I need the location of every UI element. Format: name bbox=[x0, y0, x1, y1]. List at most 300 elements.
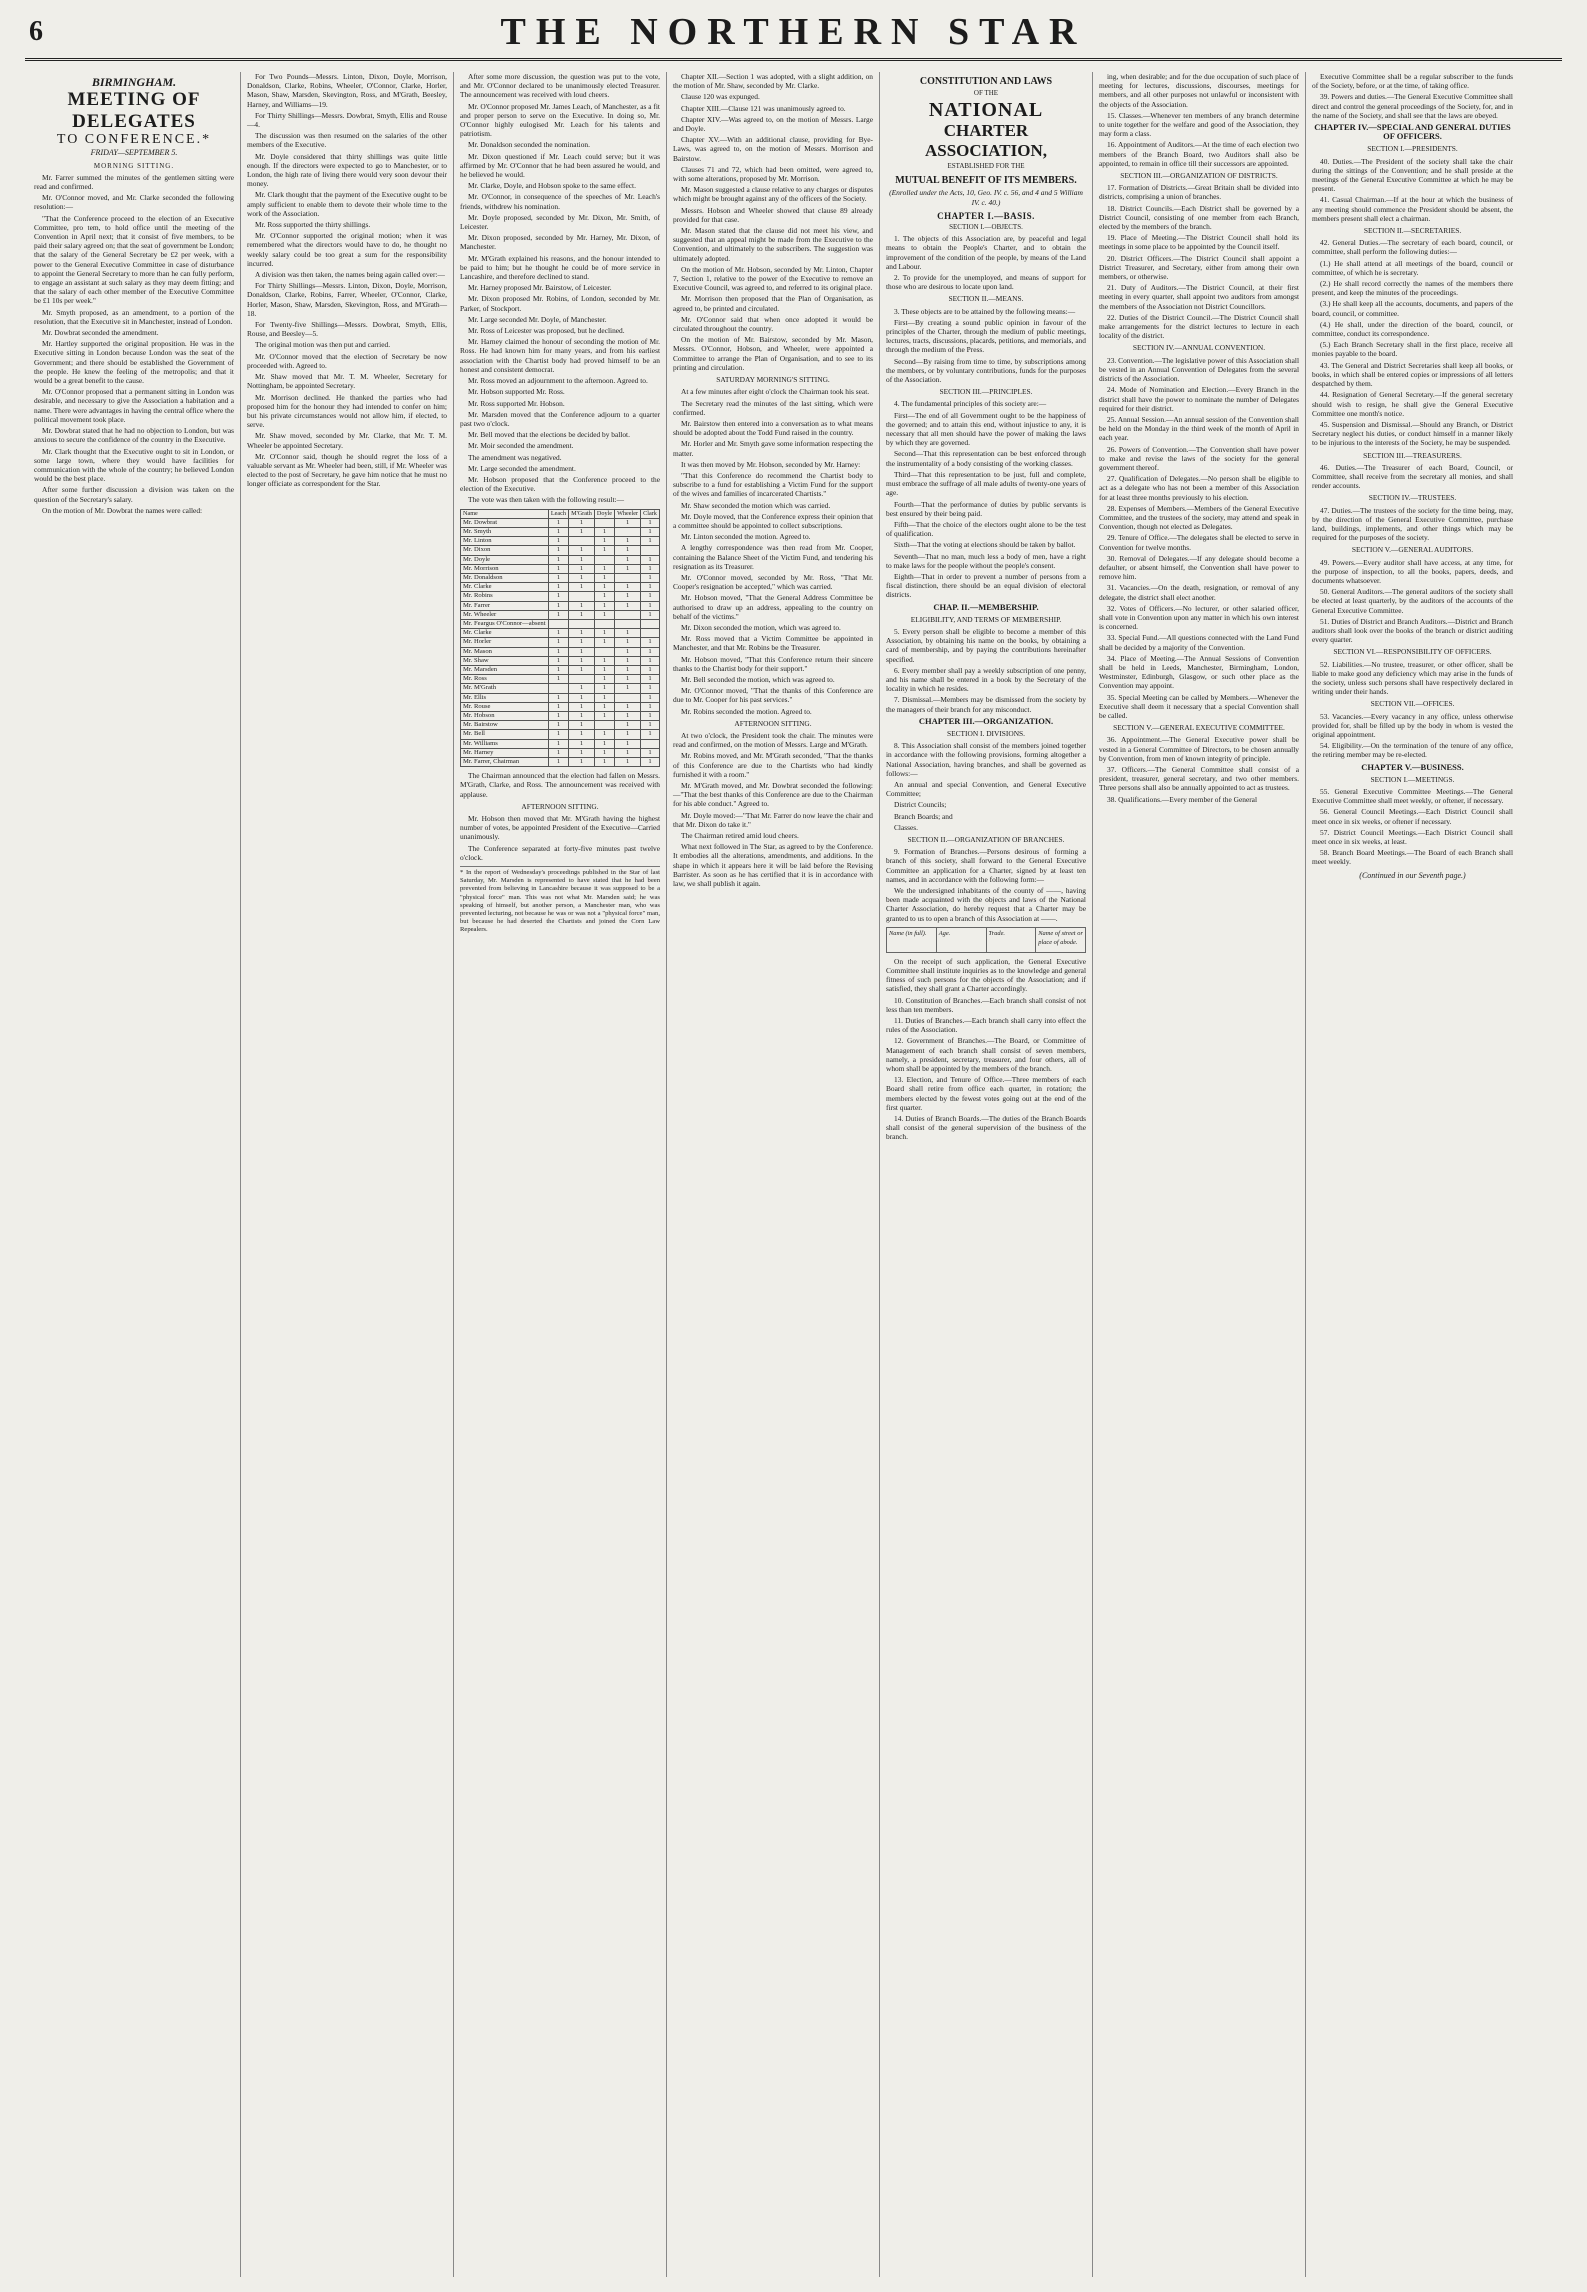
paragraph: 21. Duty of Auditors.—The District Council, at their first meeting in every quarter, shall appoint two auditors from amongst the members of the Association not District Councillors. bbox=[1099, 283, 1299, 311]
table-row bbox=[461, 656, 660, 665]
paragraph: A division was then taken, the names being again called over:— bbox=[255, 270, 445, 280]
paragraph: Chapter XIV.—Was agreed to, on the motion of Messrs. Large and Doyle. bbox=[673, 114, 873, 134]
paragraph: The amendment was negatived. bbox=[468, 452, 562, 462]
paragraph: Mr. O'Connor, in consequence of the speeches of Mr. Leach's friends, withdrew his nomination. bbox=[460, 192, 660, 211]
vote-cell: 1 bbox=[569, 693, 595, 702]
paragraph: Mr. Robins moved, and Mr. M'Grath seconded, "That the thanks of this Conference are due to the Chartists who had kindly furnished it with a room." bbox=[673, 751, 873, 779]
paragraph: 17. Formation of Districts.—Great Britain shall be divided into districts, comprising a union of branches. bbox=[1099, 183, 1299, 202]
paragraph: Eighth—That in order to prevent a number of persons from a fiscal distinction, there should be an equal division of electoral districts. bbox=[886, 571, 1086, 600]
constitution-title-5: ESTABLISHED FOR THE bbox=[947, 162, 1025, 171]
paragraph: For Thirty Shillings—Messrs. Linton, Dixon, Doyle, Morrison, Donaldson, Clarke, Robins, Farrer, Wheeler, O'Connor, Clarke, Horler, Mason, Shaw, Marsden, Skevington, Ross, and M'Grath—18. bbox=[247, 281, 447, 318]
vote-table-column-header: Wheeler bbox=[615, 509, 641, 518]
paragraph: First—The end of all Government ought to be the happiness of the governed; and to attain this end, without injustice to any, it is necessary that all men should have the power of making the laws by which they are governed. bbox=[886, 410, 1086, 448]
vote-cell: 1 bbox=[615, 537, 641, 546]
vote-cell: 1 bbox=[548, 702, 568, 711]
paragraph: 8. This Association shall consist of the members joined together in accordance with the following provisions, forming altogether a National Association, having branches, and shall be governed as follows:— bbox=[886, 741, 1086, 778]
vote-cell: 1 bbox=[641, 712, 660, 721]
delegate-name: Mr. Farrer bbox=[461, 601, 549, 610]
vote-cell: 1 bbox=[594, 564, 614, 573]
table-row bbox=[461, 675, 660, 684]
paragraph: Mr. Doyle moved:—"That Mr. Farrer do now leave the chair and that Mr. Dixon do take it." bbox=[673, 810, 873, 829]
table-row bbox=[461, 702, 660, 711]
paragraph: Mr. Ross of Leicester was proposed, but he declined. bbox=[468, 326, 625, 336]
delegate-name: Mr. Morrison bbox=[461, 564, 549, 573]
vote-cell: 1 bbox=[548, 748, 568, 757]
paragraph: 33. Special Fund.—All questions connected with the Land Fund shall be decided by a majority of the Convention. bbox=[1099, 633, 1299, 652]
vote-cell bbox=[641, 629, 660, 638]
paragraph: Second—That this representation can be best enforced through the instrumentality of a body consisting of the working classes. bbox=[886, 449, 1086, 468]
section-heading: CHAPTER IV.—SPECIAL AND GENERAL DUTIES OF OFFICERS. bbox=[1314, 122, 1511, 142]
vote-cell: 1 bbox=[569, 555, 595, 564]
vote-cell bbox=[594, 619, 614, 628]
section-heading: SECTION I.—PRESIDENTS. bbox=[1367, 144, 1458, 154]
vote-cell: 1 bbox=[594, 546, 614, 555]
vote-cell: 1 bbox=[641, 573, 660, 582]
paragraph: Mr. M'Grath moved, and Mr. Dowbrat seconded the following:—"That the best thanks of this Conference are due to the Chairman for his able conduct." Agreed to. bbox=[673, 781, 873, 809]
vote-cell: 1 bbox=[615, 555, 641, 564]
vote-cell: 1 bbox=[569, 583, 595, 592]
paragraph: Mr. O'Connor moved, seconded by Mr. Ross, "That Mr. Cooper's resignation be accepted," which was carried. bbox=[673, 572, 873, 592]
section-heading: SECTION V.—GENERAL EXECUTIVE COMMITTEE. bbox=[1113, 723, 1285, 733]
vote-cell bbox=[569, 592, 595, 601]
paragraph: Mr. Hobson supported Mr. Ross. bbox=[468, 387, 565, 397]
table-row bbox=[461, 712, 660, 721]
vote-cell: 1 bbox=[594, 592, 614, 601]
paragraph: Mr. O'Connor proposed Mr. James Leach, of Manchester, as a fit and proper person to serve on the Executive. In doing so, Mr. O'Connor highly eulogised Mr. Leach for his talents and patriotism. bbox=[460, 101, 660, 139]
constitution-title-4: CHARTER ASSOCIATION, bbox=[924, 121, 1048, 161]
vote-cell bbox=[569, 675, 595, 684]
delegate-name: Mr. Donaldson bbox=[461, 573, 549, 582]
vote-cell: 1 bbox=[615, 518, 641, 527]
column-6 bbox=[1093, 72, 1306, 2277]
vote-cell: 1 bbox=[548, 555, 568, 564]
paragraph: 15. Classes.—Whenever ten members of any branch determine to unite together for the welfare and good of the Association, they may form a class. bbox=[1099, 110, 1299, 139]
vote-cell: 1 bbox=[569, 638, 595, 647]
paragraph: 13. Election, and Tenure of Office.—Three members of each Board shall retire from office each quarter, in rotation; the members elected by the fewest votes going out at the end of the first quarter. bbox=[886, 1075, 1086, 1112]
paragraph: (2.) He shall record correctly the names of the members there present, and keep the minutes of the proceedings. bbox=[1312, 279, 1513, 298]
section-heading: CHAPTER V.—BUSINESS. bbox=[1361, 761, 1464, 772]
delegate-name: Mr. Bell bbox=[461, 730, 549, 739]
vote-cell: 1 bbox=[569, 739, 595, 748]
paragraph: Mr. Doyle considered that thirty shillings was quite little enough. If the directors were expected to go to Manchester, or to London, the high rate of living there would very soon devour their money. bbox=[247, 151, 447, 189]
section-heading: SECTION V.—GENERAL AUDITORS. bbox=[1351, 545, 1474, 555]
vote-cell: 1 bbox=[615, 656, 641, 665]
article-day: FRIDAY—SEPTEMBER 5. bbox=[90, 148, 178, 158]
paragraph: The original motion was then put and carried. bbox=[255, 340, 391, 350]
vote-cell: 1 bbox=[548, 610, 568, 619]
vote-cell: 1 bbox=[594, 656, 614, 665]
vote-cell: 1 bbox=[641, 555, 660, 564]
vote-cell: 1 bbox=[615, 675, 641, 684]
section-heading: SECTION IV.—TRUSTEES. bbox=[1368, 493, 1457, 503]
delegate-name: Mr. Hobson bbox=[461, 712, 549, 721]
vote-cell: 1 bbox=[641, 693, 660, 702]
table-row bbox=[461, 665, 660, 674]
masthead bbox=[25, 6, 1562, 61]
vote-cell: 1 bbox=[641, 601, 660, 610]
paragraph: Classes. bbox=[894, 822, 919, 832]
vote-cell: 1 bbox=[548, 573, 568, 582]
delegate-name: Mr. Wheeler bbox=[461, 610, 549, 619]
paragraph: At two o'clock, the President took the chair. The minutes were read and confirmed, on the motion of Messrs. Large and M'Grath. bbox=[673, 731, 873, 750]
paragraph: Mr. Ross supported Mr. Hobson. bbox=[468, 398, 565, 408]
vote-cell: 1 bbox=[615, 629, 641, 638]
delegate-name: Mr. Farrer, Chairman bbox=[461, 758, 549, 767]
constitution-enrolled: (Enrolled under the Acts, 10, Geo. IV. c. 56, and 4 and 5 William IV. c. 40.) bbox=[889, 188, 1083, 207]
paragraph: Mr. Hobson moved, "That the General Address Committee be authorised to draw up an address, appealing to the country on behalf of the victims." bbox=[673, 593, 873, 621]
vote-cell: 1 bbox=[548, 592, 568, 601]
paragraph: The vote was then taken with the following result:— bbox=[468, 495, 624, 505]
table-row bbox=[461, 537, 660, 546]
vote-cell: 1 bbox=[615, 748, 641, 757]
vote-cell: 1 bbox=[548, 656, 568, 665]
delegate-name: Mr. Bairstow bbox=[461, 721, 549, 730]
paragraph: Mr. O'Connor moved that the election of Secretary be now proceeded with. Agreed to. bbox=[247, 351, 447, 370]
section-heading: SECTION II.—ORGANIZATION OF BRANCHES. bbox=[907, 835, 1065, 844]
vote-cell: 1 bbox=[548, 546, 568, 555]
paragraph: Mr. Marsden moved that the Conference adjourn to a quarter past two o'clock. bbox=[460, 409, 660, 428]
table-row bbox=[461, 684, 660, 693]
paragraph: Mr. Ross supported the thirty shillings. bbox=[255, 220, 371, 230]
paragraph: Mr. Hobson moved, "That this Conference return their sincere thanks to the Chartist body for their support." bbox=[673, 654, 873, 673]
column-2 bbox=[241, 72, 454, 2277]
paragraph: 39. Powers and duties.—The General Executive Committee shall direct and control the general proceedings of the Society, for, and in the name of the Society, and shall see that the laws are obeyed. bbox=[1312, 92, 1513, 120]
section-heading: CHAP. II.—MEMBERSHIP. bbox=[933, 601, 1039, 612]
delegate-name: Mr. Doyle bbox=[461, 555, 549, 564]
paragraph: 5. Every person shall be eligible to become a member of this Association, by obtaining his name on the books, by obtaining a card of membership, and by paying the contributions hereinafter specified. bbox=[886, 626, 1086, 664]
vote-cell: 1 bbox=[615, 758, 641, 767]
vote-cell: 1 bbox=[615, 684, 641, 693]
section-heading: SECTION I.—MEETINGS. bbox=[1370, 774, 1455, 784]
paragraph: Mr. Hobson then moved that Mr. M'Grath having the highest number of votes, be appointed President of the Executive—Carried unanimously. bbox=[460, 814, 660, 842]
constitution-title-1: CONSTITUTION AND LAWS bbox=[919, 76, 1053, 87]
vote-cell bbox=[569, 537, 595, 546]
vote-cell: 1 bbox=[615, 583, 641, 592]
paragraph: 40. Duties.—The President of the society shall take the chair during the sittings of the Convention; and he shall preside at the meetings of the General Executive Committee at which he may be present. bbox=[1312, 156, 1513, 194]
vote-cell: 1 bbox=[615, 638, 641, 647]
paragraph: Mr. Clark thought that the payment of the Executive ought to be amply sufficient to enable them to devote their whole time to the work of the Association. bbox=[247, 190, 447, 218]
paragraph: On the motion of Mr. Bairstow, seconded by Mr. Mason, Messrs. O'Connor, Hobson, and Wheeler, were appointed a Committee to arrange the Plan of Organisation, and to see to its printing and circulation. bbox=[673, 335, 873, 372]
delegate-name: Mr. Shaw bbox=[461, 656, 549, 665]
paragraph: On the motion of Mr. Hobson, seconded by Mr. Linton, Chapter 7, Section 1, relative to the power of the Executive to remove an Executive Council, was agreed to, and referred to its original place. bbox=[673, 264, 873, 293]
vote-cell: 1 bbox=[548, 601, 568, 610]
vote-cell bbox=[615, 619, 641, 628]
paragraph: "That this Conference do recommend the Chartist body to subscribe to a fund for establishing a Victim Fund for the support of the wives and families of incarcerated Chartists." bbox=[673, 470, 873, 499]
section-heading: SECTION IV.—ANNUAL CONVENTION. bbox=[1132, 343, 1266, 353]
constitution-title-3: NATIONAL bbox=[928, 99, 1044, 122]
vote-cell: 1 bbox=[641, 527, 660, 536]
form-column: Name (in full). bbox=[887, 928, 937, 952]
section-heading: SATURDAY MORNING'S SITTING. bbox=[716, 375, 830, 385]
paragraph: Mr. O'Connor proposed that a permanent sitting in London was desirable, and necessary to give the Association a habitation and a name. There were advantages in having the central office where the political movement took place. bbox=[34, 387, 234, 424]
vote-cell: 1 bbox=[615, 546, 641, 555]
paragraph: 58. Branch Board Meetings.—The Board of each Branch shall meet weekly. bbox=[1312, 848, 1513, 867]
charter-application-form bbox=[886, 927, 1086, 953]
paragraph: 29. Tenure of Office.—The delegates shall be elected to serve in Convention for twelve months. bbox=[1099, 533, 1299, 552]
page-number: 6 bbox=[29, 16, 43, 47]
vote-cell: 1 bbox=[641, 638, 660, 647]
vote-cell: 1 bbox=[594, 527, 614, 536]
vote-cell: 1 bbox=[548, 758, 568, 767]
paragraph: 31. Vacancies.—On the death, resignation, or removal of any delegate, the district shall elect another. bbox=[1099, 583, 1299, 602]
form-column: Trade. bbox=[987, 928, 1037, 952]
paragraph: Fifth—That the choice of the electors ought alone to be the test of qualification. bbox=[886, 519, 1086, 539]
vote-cell: 1 bbox=[641, 656, 660, 665]
delegate-name: Mr. Smyth bbox=[461, 527, 549, 536]
article-city: BIRMINGHAM. bbox=[91, 75, 177, 89]
vote-cell: 1 bbox=[548, 647, 568, 656]
paragraph: 49. Powers.—Every auditor shall have access, at any time, for the purpose of inspection, to all the books, papers, deeds, and documents whatsoever. bbox=[1312, 557, 1513, 585]
table-row bbox=[461, 739, 660, 748]
paragraph: Mr. Shaw moved that Mr. T. M. Wheeler, Secretary for Nottingham, be appointed Secretary. bbox=[247, 372, 447, 391]
col2-body bbox=[247, 72, 447, 489]
vote-cell: 1 bbox=[615, 730, 641, 739]
paragraph: 16. Appointment of Auditors.—At the time of each election two members of the Branch Board, two Auditors shall also be appointed, to remain in office till their successors are appointed. bbox=[1099, 140, 1299, 168]
paragraph: The discussion was then resumed on the salaries of the other members of the Executive. bbox=[247, 131, 447, 150]
paragraph: Mr. O'Connor moved, "That the thanks of this Conference are due to Mr. Cooper for his past services." bbox=[673, 686, 873, 705]
section-1-heading: SECTION I.—OBJECTS. bbox=[949, 223, 1023, 232]
col5-body bbox=[886, 234, 1086, 923]
paragraph: 42. General Duties.—The secretary of each board, council, or committee, shall perform the following duties:— bbox=[1312, 238, 1513, 257]
section-heading: SECTION VII.—OFFICES. bbox=[1370, 699, 1455, 709]
table-row bbox=[461, 721, 660, 730]
paragraph: Mr. Shaw seconded the motion which was carried. bbox=[681, 500, 831, 510]
table-row bbox=[461, 592, 660, 601]
paragraph: 10. Constitution of Branches.—Each branch shall consist of not less than ten members. bbox=[886, 995, 1086, 1014]
paragraph: Third—That this representation to be just, full and complete, must embrace the suffrage of all male adults of twenty-one years of age. bbox=[886, 469, 1086, 498]
vote-cell bbox=[615, 573, 641, 582]
paragraph: 23. Convention.—The legislative power of this Association shall be vested in an Annual Convention of Delegates from the several districts of the Association. bbox=[1099, 355, 1299, 384]
paragraph: 6. Every member shall pay a weekly subscription of one penny, and his name shall be entered in a book by the Secretary of the locality in which he resides. bbox=[886, 665, 1086, 694]
vote-cell: 1 bbox=[569, 702, 595, 711]
paragraph: On the motion of Mr. Dowbrat the names were called: bbox=[42, 505, 203, 515]
vote-cell: 1 bbox=[548, 693, 568, 702]
constitution-title-2: OF THE bbox=[973, 89, 999, 97]
vote-cell: 1 bbox=[548, 537, 568, 546]
vote-cell: 1 bbox=[594, 573, 614, 582]
vote-cell: 1 bbox=[569, 647, 595, 656]
col3-after bbox=[460, 771, 660, 862]
vote-table-column-header: Name bbox=[461, 509, 549, 518]
paragraph: Mr. Hartley supported the original proposition. He was in the Executive sitting in London because London was the seat of the Government; and there should be established the Government of the people. He knew the feeling of the metropolis; and that it would be a great benefit to the cause. bbox=[34, 339, 234, 386]
section-heading: SECTION III.—TREASURERS. bbox=[1363, 450, 1462, 460]
vote-cell: 1 bbox=[615, 702, 641, 711]
delegate-name: Mr. Robins bbox=[461, 592, 549, 601]
delegate-name: Mr. Ross bbox=[461, 675, 549, 684]
vote-cell: 1 bbox=[569, 712, 595, 721]
paragraph: Mr. Harney proposed Mr. Bairstow, of Leicester. bbox=[468, 283, 612, 293]
vote-cell: 1 bbox=[569, 721, 595, 730]
table-row bbox=[461, 527, 660, 536]
vote-cell: 1 bbox=[594, 739, 614, 748]
paragraph: 7. Dismissal.—Members may be dismissed from the society by the managers of their branch for any misconduct. bbox=[886, 695, 1086, 714]
col7-body bbox=[1312, 72, 1513, 867]
paragraph: (3.) He shall keep all the accounts, documents, and papers of the board, council, or committee. bbox=[1312, 299, 1513, 318]
paragraph: 18. District Councils.—Each District shall be governed by a District Council, consisting of one member from each Branch, elected by the members of the branch. bbox=[1099, 203, 1299, 232]
delegate-name: Mr. Dowbrat bbox=[461, 518, 549, 527]
paragraph: 41. Casual Chairman.—If at the hour at which the business of any meeting should commence the President should be absent, the members present shall elect a chairman. bbox=[1312, 195, 1513, 223]
paragraph: Mr. Large seconded the amendment. bbox=[468, 463, 576, 473]
vote-cell: 1 bbox=[594, 629, 614, 638]
table-row bbox=[461, 638, 660, 647]
paragraph: 27. Qualification of Delegates.—No person shall be eligible to act as a delegate who has not been a member of this Association for at least three months previously to his election. bbox=[1099, 474, 1299, 502]
paragraph: For Two Pounds—Messrs. Linton, Dixon, Doyle, Morrison, Donaldson, Clarke, Robins, Wheeler, O'Connor, Clarke, Horler, Mason, Shaw, Marsden, Skevington, Ross, and M'Grath, Beesley, Harney, and Williams—19. bbox=[247, 72, 447, 109]
paragraph: Clauses 71 and 72, which had been omitted, were agreed to, with some alterations, proposed by Mr. Morrison. bbox=[673, 164, 873, 184]
vote-table bbox=[460, 509, 660, 768]
paragraph: Seventh—That no man, much less a body of men, have a right to make laws for the people without the people's consent. bbox=[886, 551, 1086, 570]
table-row bbox=[461, 610, 660, 619]
vote-cell bbox=[594, 721, 614, 730]
vote-cell: 1 bbox=[569, 564, 595, 573]
paragraph: 12. Government of Branches.—The Board, or Committee of Management of each branch shall consist of seven members, namely, a president, secretary, treasurer, and four others, all of whom shall be appointed by the members of the branch. bbox=[886, 1036, 1086, 1074]
vote-cell: 1 bbox=[548, 518, 568, 527]
vote-cell: 1 bbox=[548, 629, 568, 638]
vote-cell: 1 bbox=[641, 748, 660, 757]
vote-cell: 1 bbox=[569, 610, 595, 619]
paragraph: Sixth—That the voting at elections should be taken by ballot. bbox=[894, 540, 1076, 550]
vote-cell: 1 bbox=[594, 684, 614, 693]
paragraph: Mr. Shaw moved, seconded by Mr. Clarke, that Mr. T. M. Wheeler be appointed Secretary. bbox=[247, 431, 447, 450]
form-column: Age. bbox=[937, 928, 987, 952]
table-row bbox=[461, 583, 660, 592]
paragraph: Mr. Bell moved that the elections be decided by ballot. bbox=[468, 430, 630, 440]
col3-body bbox=[460, 72, 660, 505]
delegate-name: Mr. Clarke bbox=[461, 629, 549, 638]
section-heading: SECTION II.—SECRETARIES. bbox=[1363, 226, 1462, 236]
paragraph: After some more discussion, the question was put to the vote, and Mr. O'Connor declared to be unanimously elected Treasurer. The announcement was received with loud cheers. bbox=[460, 72, 660, 100]
table-row bbox=[461, 564, 660, 573]
section-heading: ELIGIBILITY, AND TERMS OF MEMBERSHIP. bbox=[910, 614, 1062, 624]
paragraph: 11. Duties of Branches.—Each branch shall carry into effect the rules of the Association. bbox=[886, 1016, 1086, 1035]
paragraph: Mr. Mason suggested a clause relative to any charges or disputes which might be brought against any of the officers of the Society. bbox=[673, 185, 873, 204]
vote-cell: 1 bbox=[594, 583, 614, 592]
vote-cell: 1 bbox=[548, 583, 568, 592]
vote-cell: 1 bbox=[569, 629, 595, 638]
chapter-1-heading: CHAPTER I.—BASIS. bbox=[937, 210, 1035, 221]
newspaper-title: THE NORTHERN STAR bbox=[500, 11, 1087, 53]
vote-table-column-header: Doyle bbox=[594, 509, 614, 518]
paragraph: Mr. Dowbrat seconded the amendment. bbox=[42, 328, 159, 338]
vote-cell: 1 bbox=[569, 656, 595, 665]
vote-cell bbox=[641, 619, 660, 628]
paragraph: 9. Formation of Branches.—Persons desirous of forming a branch of this society, shall forward to the General Executive Committee an application for a Charter, signed by at least ten names, and in accordance with the following form:— bbox=[886, 847, 1086, 884]
paragraph: 30. Removal of Delegates.—If any delegate should become a defaulter, or absent himself, the Convention shall have power to remove him. bbox=[1099, 553, 1299, 582]
paragraph: Fourth—That the performance of duties by public servants is best ensured by their being paid. bbox=[886, 499, 1086, 518]
paragraph: 22. Duties of the District Council.—The District Council shall make arrangements for the district lectures to lecture in each locality of the district. bbox=[1099, 312, 1299, 341]
vote-cell: 1 bbox=[615, 592, 641, 601]
vote-cell bbox=[594, 555, 614, 564]
vote-cell: 1 bbox=[569, 758, 595, 767]
paragraph: On the receipt of such application, the General Executive Committee shall institute inquiries as to the knowledge and general fitness of such persons for the objects of the Association; and if satisfied, they shall grant a Charter accordingly. bbox=[886, 956, 1086, 994]
vote-cell bbox=[641, 739, 660, 748]
paragraph: After some further discussion a division was taken on the question of the Secretary's salary. bbox=[34, 485, 234, 504]
paragraph: 34. Place of Meeting.—The Annual Sessions of Convention shall be held in Leeds, Manchester, Birmingham, London, Westminster, Edinburgh, Glasgow, or such other place as the Convention may appoint. bbox=[1099, 653, 1299, 691]
col5-after bbox=[886, 957, 1086, 1142]
vote-cell: 1 bbox=[594, 730, 614, 739]
paragraph: 32. Votes of Officers.—No lecturer, or other salaried officer, shall vote in Convention upon any matter in which his own interest is concerned. bbox=[1099, 603, 1299, 632]
paragraph: (5.) Each Branch Secretary shall in the first place, receive all monies payable to the board. bbox=[1312, 340, 1513, 359]
paragraph: 46. Duties.—The Treasurer of each Board, Council, or Committee, shall receive from the secretary all monies, and shall render accounts. bbox=[1312, 462, 1513, 491]
vote-cell: 1 bbox=[594, 601, 614, 610]
vote-cell: 1 bbox=[548, 675, 568, 684]
vote-cell: 1 bbox=[641, 592, 660, 601]
column-4 bbox=[667, 72, 880, 2277]
table-row bbox=[461, 730, 660, 739]
paragraph: 2. To provide for the unemployed, and means of support for those who are desirous to locate upon land. bbox=[886, 273, 1086, 292]
vote-cell: 1 bbox=[641, 647, 660, 656]
vote-cell bbox=[548, 684, 568, 693]
paragraph: Mr. Moir seconded the amendment. bbox=[468, 441, 574, 451]
vote-table-column-header: Leach bbox=[548, 509, 568, 518]
paragraph: 53. Vacancies.—Every vacancy in any office, unless otherwise provided for, shall be filled up by the body in whom is vested the original appointment. bbox=[1312, 711, 1513, 739]
delegate-name: Mr. Marsden bbox=[461, 665, 549, 674]
paragraph: For Thirty Shillings—Messrs. Dowbrat, Smyth, Ellis and Rouse—4. bbox=[247, 110, 447, 130]
paragraph: 57. District Council Meetings.—Each District Council shall meet once in six weeks, at least. bbox=[1312, 827, 1513, 847]
paragraph: Mr. Horler and Mr. Smyth gave some information respecting the matter. bbox=[673, 439, 873, 458]
vote-cell: 1 bbox=[594, 638, 614, 647]
paragraph: What next followed in The Star, as agreed to by the Conference. It embodies all the alterations, amendments, and additions. In the shape in which it appears here it will be laid before the Revising Barrister. As soon as he has certified that it is in accordance with law, we shall publish it again. bbox=[673, 842, 873, 889]
paragraph: Chapter XII.—Section 1 was adopted, with a slight addition, on the motion of Mr. Shaw, seconded by Mr. Clarke. bbox=[673, 72, 873, 91]
section-heading: AFTERNOON SITTING. bbox=[521, 801, 599, 811]
paragraph: Mr. Donaldson seconded the nomination. bbox=[468, 140, 590, 150]
vote-cell bbox=[569, 619, 595, 628]
vote-cell: 1 bbox=[615, 721, 641, 730]
table-row bbox=[461, 748, 660, 757]
vote-cell: 1 bbox=[641, 665, 660, 674]
paragraph: Mr. Linton seconded the motion. Agreed to. bbox=[681, 532, 811, 542]
paragraph: Clause 120 was expunged. bbox=[681, 92, 760, 102]
table-row bbox=[461, 647, 660, 656]
vote-cell: 1 bbox=[641, 537, 660, 546]
paragraph: Mr. Dixon proposed Mr. Robins, of London, seconded by Mr. Parker, of Stockport. bbox=[460, 294, 660, 313]
col6-body bbox=[1099, 72, 1299, 804]
paragraph: 54. Eligibility.—On the termination of the tenure of any office, the retiring member may be re-elected. bbox=[1312, 741, 1513, 760]
paragraph: Second—By raising from time to time, by subscriptions among the members, or by voluntary contributions, funds for the purposes of the Association. bbox=[886, 356, 1086, 385]
paragraph: The Secretary read the minutes of the last sitting, which were confirmed. bbox=[673, 398, 873, 417]
column-1 bbox=[28, 72, 241, 2277]
paragraph: 19. Place of Meeting.—The District Council shall hold its meetings in some place to be appointed by the Council itself. bbox=[1099, 233, 1299, 252]
vote-table-column-header: Clark bbox=[641, 509, 660, 518]
vote-cell: 1 bbox=[594, 693, 614, 702]
paragraph: Mr. Harney claimed the honour of seconding the motion of Mr. Ross. He had known him for many years, and from his earliest association with the Chartist body had proved himself to be an honest and consistent democrat. bbox=[460, 337, 660, 374]
vote-cell: 1 bbox=[641, 758, 660, 767]
section-heading: SECTION VI.—RESPONSIBILITY OF OFFICERS. bbox=[1333, 647, 1492, 657]
vote-cell: 1 bbox=[641, 564, 660, 573]
paragraph: Mr. Clarke, Doyle, and Hobson spoke to the same effect. bbox=[468, 181, 636, 191]
paragraph: 44. Resignation of General Secretary.—If the general secretary should wish to resign, he shall give the General Executive Committee one month's notice. bbox=[1312, 390, 1513, 418]
paragraph: 14. Duties of Branch Boards.—The duties of the Branch Boards shall consist of the general supervision of the business of the branch. bbox=[886, 1114, 1086, 1142]
vote-cell: 1 bbox=[641, 684, 660, 693]
paragraph: Mr. Robins seconded the motion. Agreed to. bbox=[681, 706, 812, 716]
table-row bbox=[461, 758, 660, 767]
paragraph: Mr. Morrison then proposed that the Plan of Organisation, as agreed to, be printed and circulated. bbox=[673, 294, 873, 313]
vote-cell: 1 bbox=[594, 675, 614, 684]
vote-cell: 1 bbox=[615, 739, 641, 748]
paragraph: 4. The fundamental principles of this society are:— bbox=[894, 399, 1047, 409]
vote-cell: 1 bbox=[641, 675, 660, 684]
paragraph: Chapter XIII.—Clause 121 was unanimously agreed to. bbox=[681, 103, 846, 113]
paragraph: 24. Mode of Nomination and Election.—Every Branch in the district shall have the power to nominate the number of Delegates required for their district. bbox=[1099, 385, 1299, 413]
paragraph: 43. The General and District Secretaries shall keep all books, or books, in which shall be entered copies or impressions of all letters despatched by them. bbox=[1312, 360, 1513, 389]
paragraph: "That the Conference proceed to the election of an Executive Committee, pro tem, to hold office until the meeting of the Convention in April next; that it consist of five members, to be paid their salary agreed on; that the seat of government be London; that the salary of the General Secretary be £2 per week, with a power to the General Executive Committee in case of disturbance to appoint the General Secretary to more than he can fully perform, to engage an assistant at such salary as they may deem fitting; and that the salary of each other member of the Executive Committee be £1 10s per week." bbox=[34, 213, 234, 306]
paragraph: 35. Special Meeting can be called by Members.—Whenever the Executive shall deem it necessary that a special Convention shall be called. bbox=[1099, 692, 1299, 720]
vote-cell: 1 bbox=[594, 702, 614, 711]
section-heading: SECTION III.—ORGANIZATION OF DISTRICTS. bbox=[1120, 171, 1278, 181]
delegate-name: Mr. Horler bbox=[461, 638, 549, 647]
vote-cell bbox=[615, 693, 641, 702]
table-row bbox=[461, 555, 660, 564]
article-subheading: TO CONFERENCE.* bbox=[56, 132, 212, 148]
